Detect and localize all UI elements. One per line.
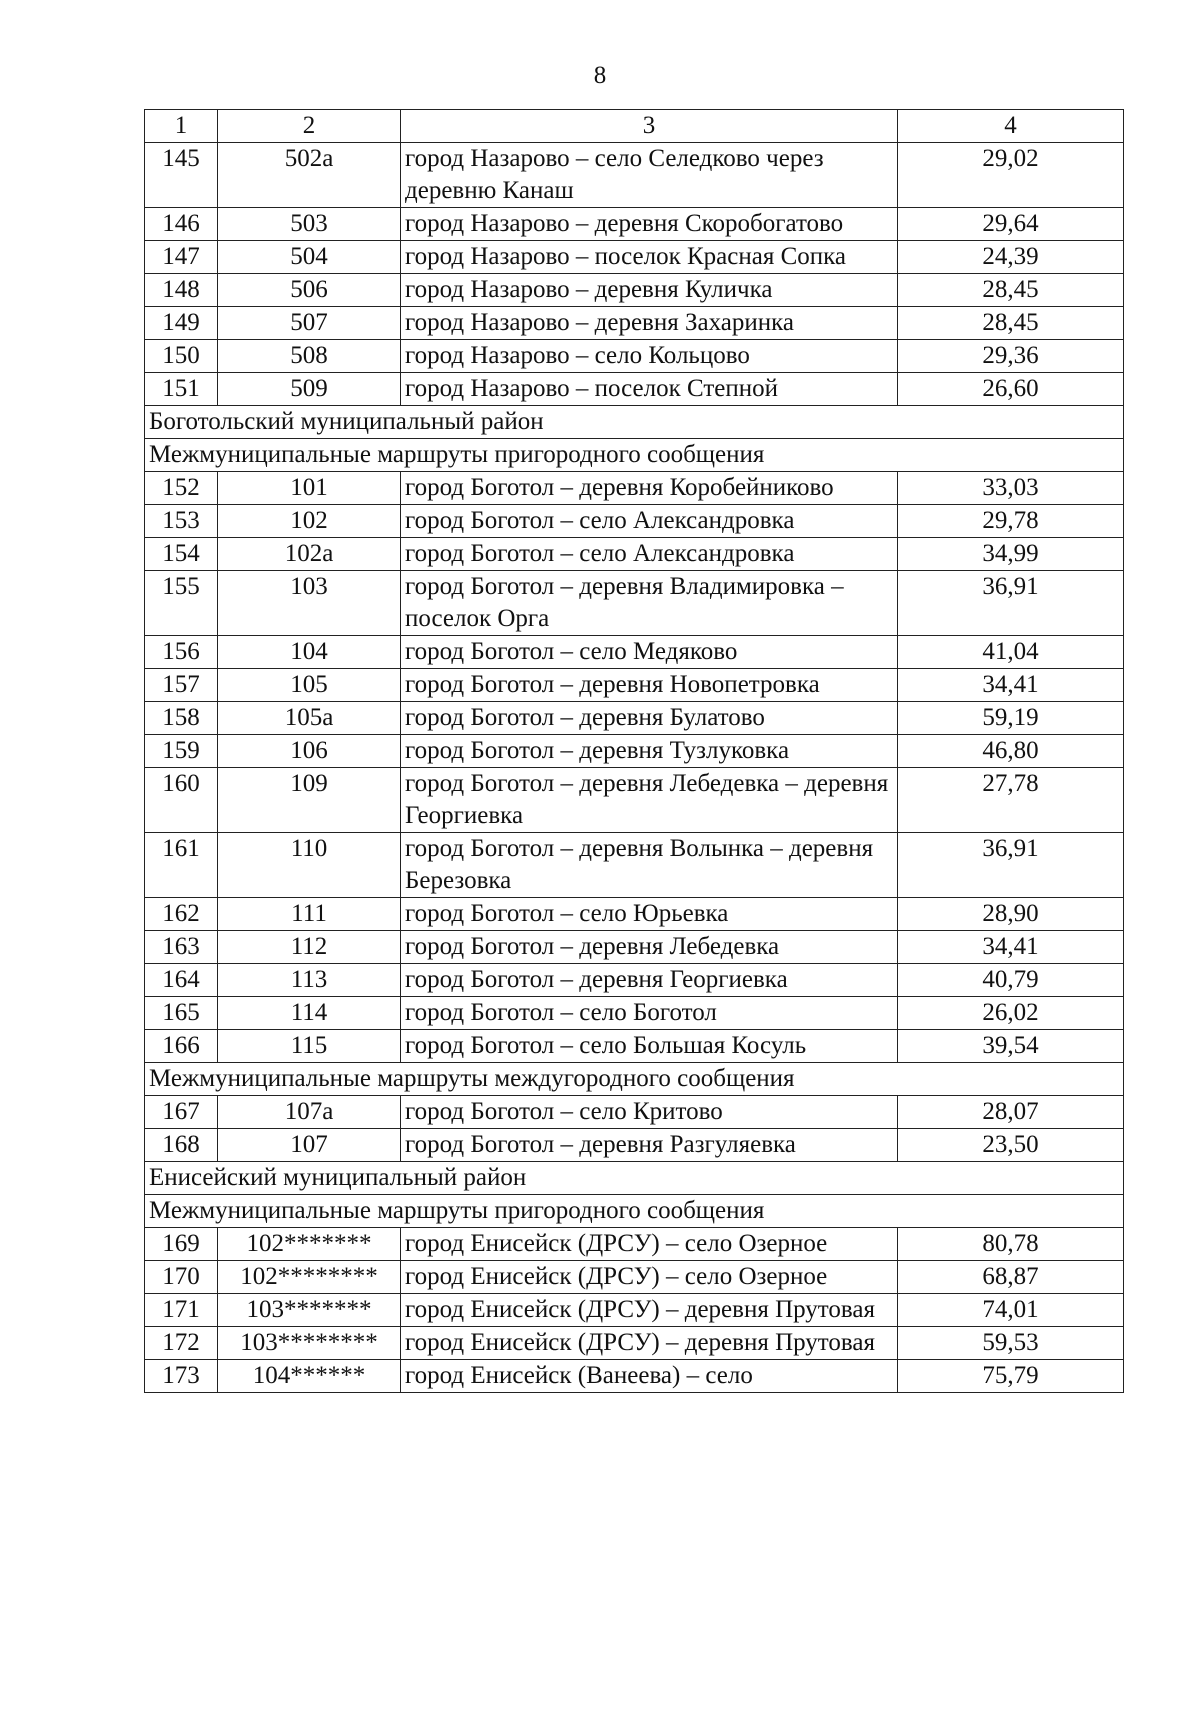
route-tariff: 34,41	[898, 669, 1124, 702]
route-number: 105	[218, 669, 401, 702]
table-row	[145, 505, 1124, 538]
route-number: 101	[218, 472, 401, 505]
route-name: город Назарово – поселок Красная Сопка	[401, 241, 898, 274]
row-number: 145	[145, 143, 218, 208]
table-row	[145, 833, 1124, 898]
route-name: город Боготол – деревня Владимировка – поселок Орга	[401, 571, 898, 636]
row-number: 151	[145, 373, 218, 406]
table-row	[145, 571, 1124, 636]
route-name: город Назарово – село Селедково через деревню Канаш	[401, 143, 898, 208]
route-tariff: 74,01	[898, 1294, 1124, 1327]
route-tariff: 27,78	[898, 768, 1124, 833]
row-number: 155	[145, 571, 218, 636]
row-number: 165	[145, 997, 218, 1030]
routes-table-body	[145, 110, 1124, 1393]
table-row	[145, 143, 1124, 208]
route-number: 103********	[218, 1327, 401, 1360]
route-name: город Боготол – деревня Тузлуковка	[401, 735, 898, 768]
route-tariff: 33,03	[898, 472, 1124, 505]
route-name: город Енисейск (Ванеева) – село	[401, 1360, 898, 1393]
table-row	[145, 538, 1124, 571]
route-name: город Боготол – деревня Лебедевка	[401, 931, 898, 964]
route-number: 103	[218, 571, 401, 636]
row-number: 166	[145, 1030, 218, 1063]
route-number: 114	[218, 997, 401, 1030]
section-title: Межмуниципальные маршруты междугородного сообщения	[145, 1063, 1124, 1096]
route-name: город Боготол – село Медяково	[401, 636, 898, 669]
row-number: 153	[145, 505, 218, 538]
route-tariff: 28,45	[898, 307, 1124, 340]
table-row	[145, 898, 1124, 931]
header-col-2: 2	[218, 110, 401, 143]
route-tariff: 29,02	[898, 143, 1124, 208]
section-row	[145, 1195, 1124, 1228]
route-tariff: 46,80	[898, 735, 1124, 768]
section-title: Боготольский муниципальный район	[145, 406, 1124, 439]
table-row	[145, 931, 1124, 964]
section-row	[145, 1063, 1124, 1096]
route-tariff: 28,07	[898, 1096, 1124, 1129]
table-row	[145, 702, 1124, 735]
header-col-3: 3	[401, 110, 898, 143]
table-row	[145, 241, 1124, 274]
route-number: 506	[218, 274, 401, 307]
route-number: 503	[218, 208, 401, 241]
row-number: 161	[145, 833, 218, 898]
route-number: 102*******	[218, 1228, 401, 1261]
route-tariff: 75,79	[898, 1360, 1124, 1393]
row-number: 150	[145, 340, 218, 373]
row-number: 172	[145, 1327, 218, 1360]
route-number: 509	[218, 373, 401, 406]
header-col-1: 1	[145, 110, 218, 143]
section-row	[145, 439, 1124, 472]
route-number: 111	[218, 898, 401, 931]
route-tariff: 24,39	[898, 241, 1124, 274]
table-row	[145, 768, 1124, 833]
row-number: 173	[145, 1360, 218, 1393]
section-title: Межмуниципальные маршруты пригородного сообщения	[145, 439, 1124, 472]
route-name: город Боготол – деревня Новопетровка	[401, 669, 898, 702]
header-row	[145, 110, 1124, 143]
row-number: 154	[145, 538, 218, 571]
route-tariff: 41,04	[898, 636, 1124, 669]
route-name: город Назарово – деревня Захаринка	[401, 307, 898, 340]
route-tariff: 80,78	[898, 1228, 1124, 1261]
route-tariff: 29,36	[898, 340, 1124, 373]
table-row	[145, 1096, 1124, 1129]
route-name: город Боготол – деревня Волынка – деревня Березовка	[401, 833, 898, 898]
route-number: 504	[218, 241, 401, 274]
table-row	[145, 1030, 1124, 1063]
section-title: Енисейский муниципальный район	[145, 1162, 1124, 1195]
route-name: город Назарово – деревня Скоробогатово	[401, 208, 898, 241]
route-name: город Назарово – село Кольцово	[401, 340, 898, 373]
row-number: 159	[145, 735, 218, 768]
table-row	[145, 1261, 1124, 1294]
route-tariff: 34,41	[898, 931, 1124, 964]
route-number: 105а	[218, 702, 401, 735]
route-tariff: 40,79	[898, 964, 1124, 997]
route-tariff: 29,78	[898, 505, 1124, 538]
route-number: 106	[218, 735, 401, 768]
row-number: 146	[145, 208, 218, 241]
route-number: 115	[218, 1030, 401, 1063]
route-number: 102а	[218, 538, 401, 571]
table-row	[145, 472, 1124, 505]
route-number: 102********	[218, 1261, 401, 1294]
row-number: 163	[145, 931, 218, 964]
route-number: 110	[218, 833, 401, 898]
route-number: 507	[218, 307, 401, 340]
route-number: 508	[218, 340, 401, 373]
row-number: 160	[145, 768, 218, 833]
routes-table	[144, 109, 1124, 1393]
route-number: 103*******	[218, 1294, 401, 1327]
table-row	[145, 340, 1124, 373]
route-tariff: 36,91	[898, 571, 1124, 636]
table-row	[145, 735, 1124, 768]
route-number: 104******	[218, 1360, 401, 1393]
route-name: город Боготол – село Боготол	[401, 997, 898, 1030]
row-number: 171	[145, 1294, 218, 1327]
row-number: 157	[145, 669, 218, 702]
row-number: 156	[145, 636, 218, 669]
route-tariff: 59,53	[898, 1327, 1124, 1360]
section-title: Межмуниципальные маршруты пригородного сообщения	[145, 1195, 1124, 1228]
route-name: город Боготол – село Юрьевка	[401, 898, 898, 931]
route-number: 104	[218, 636, 401, 669]
route-name: город Боготол – деревня Коробейниково	[401, 472, 898, 505]
route-name: город Назарово – поселок Степной	[401, 373, 898, 406]
row-number: 148	[145, 274, 218, 307]
route-number: 113	[218, 964, 401, 997]
route-tariff: 39,54	[898, 1030, 1124, 1063]
table-row	[145, 1294, 1124, 1327]
table-row	[145, 669, 1124, 702]
table-row	[145, 208, 1124, 241]
route-number: 112	[218, 931, 401, 964]
route-tariff: 28,90	[898, 898, 1124, 931]
route-name: город Боготол – село Александровка	[401, 505, 898, 538]
section-row	[145, 1162, 1124, 1195]
route-number: 107а	[218, 1096, 401, 1129]
table-row	[145, 997, 1124, 1030]
route-name: город Боготол – деревня Георгиевка	[401, 964, 898, 997]
row-number: 169	[145, 1228, 218, 1261]
route-name: город Боготол – деревня Лебедевка – деревня Георгиевка	[401, 768, 898, 833]
route-name: город Назарово – деревня Куличка	[401, 274, 898, 307]
route-name: город Енисейск (ДРСУ) – село Озерное	[401, 1261, 898, 1294]
page-number: 8	[593, 62, 607, 89]
route-name: город Боготол – село Большая Косуль	[401, 1030, 898, 1063]
table-row	[145, 373, 1124, 406]
route-name: город Боготол – село Александровка	[401, 538, 898, 571]
section-row	[145, 406, 1124, 439]
row-number: 164	[145, 964, 218, 997]
route-name: город Енисейск (ДРСУ) – село Озерное	[401, 1228, 898, 1261]
route-name: город Боготол – деревня Булатово	[401, 702, 898, 735]
route-name: город Боготол – деревня Разгуляевка	[401, 1129, 898, 1162]
route-tariff: 28,45	[898, 274, 1124, 307]
route-number: 109	[218, 768, 401, 833]
row-number: 152	[145, 472, 218, 505]
route-tariff: 34,99	[898, 538, 1124, 571]
header-col-4: 4	[898, 110, 1124, 143]
route-name: город Енисейск (ДРСУ) – деревня Прутовая	[401, 1294, 898, 1327]
route-name: город Енисейск (ДРСУ) – деревня Прутовая	[401, 1327, 898, 1360]
route-tariff: 23,50	[898, 1129, 1124, 1162]
route-name: город Боготол – село Критово	[401, 1096, 898, 1129]
route-tariff: 59,19	[898, 702, 1124, 735]
table-row	[145, 1360, 1124, 1393]
route-number: 502а	[218, 143, 401, 208]
route-tariff: 68,87	[898, 1261, 1124, 1294]
row-number: 158	[145, 702, 218, 735]
route-tariff: 36,91	[898, 833, 1124, 898]
route-number: 102	[218, 505, 401, 538]
route-tariff: 29,64	[898, 208, 1124, 241]
row-number: 168	[145, 1129, 218, 1162]
table-row	[145, 274, 1124, 307]
row-number: 149	[145, 307, 218, 340]
table-row	[145, 1129, 1124, 1162]
table-row	[145, 1228, 1124, 1261]
row-number: 170	[145, 1261, 218, 1294]
row-number: 147	[145, 241, 218, 274]
table-row	[145, 1327, 1124, 1360]
table-row	[145, 964, 1124, 997]
route-number: 107	[218, 1129, 401, 1162]
row-number: 167	[145, 1096, 218, 1129]
route-tariff: 26,60	[898, 373, 1124, 406]
row-number: 162	[145, 898, 218, 931]
table-row	[145, 636, 1124, 669]
table-row	[145, 307, 1124, 340]
route-tariff: 26,02	[898, 997, 1124, 1030]
